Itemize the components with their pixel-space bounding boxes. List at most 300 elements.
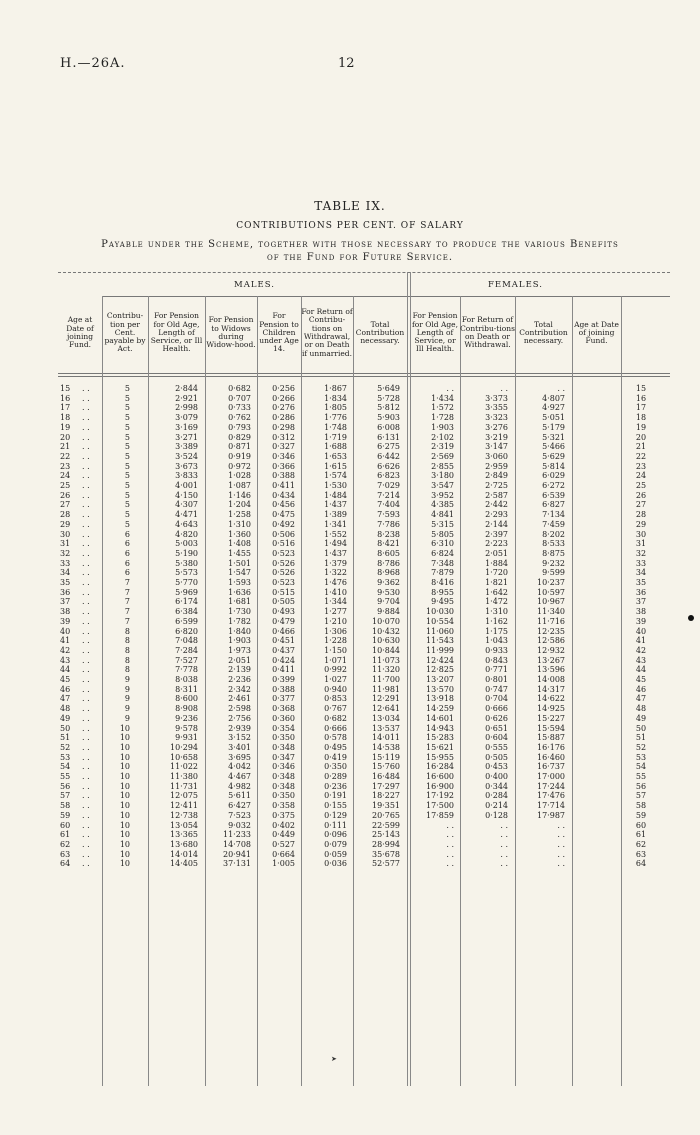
table-row — [0, 714, 700, 724]
cell-age: 55 — [60, 772, 71, 781]
cell-age: 36 — [60, 587, 71, 597]
leader-dots: . . — [82, 810, 90, 820]
cell-act: 8 — [124, 665, 130, 675]
leader-dots: . . — [82, 548, 90, 558]
cell-mp: 7·527 — [175, 655, 198, 665]
cell-mt: 11·981 — [372, 684, 400, 694]
table-row — [0, 559, 700, 569]
cell-mt: 8·605 — [377, 548, 400, 558]
cell-fr: 3·373 — [485, 393, 508, 403]
cell-ft: 12·932 — [537, 645, 565, 655]
table-row — [0, 772, 700, 782]
cell-fp: 12·424 — [426, 655, 454, 665]
leader-dots: . . — [82, 568, 90, 578]
cell-mp: 5·969 — [175, 587, 198, 597]
cell-mt: 10·630 — [372, 636, 400, 646]
leader-dots: . . — [82, 500, 90, 510]
cell-fr: 0·843 — [485, 655, 508, 665]
cell-fp: 10·030 — [426, 607, 454, 617]
cell-ft: 5·179 — [542, 422, 565, 432]
table-row — [0, 801, 700, 811]
cell-fp: 14·259 — [426, 704, 454, 714]
cell-mr: 0·036 — [324, 859, 347, 869]
cell-fp: 16·900 — [426, 781, 454, 791]
col-header-male-total: Total Contribution necessary. — [355, 319, 405, 346]
cell-age2: 35 — [635, 578, 647, 587]
cell-mr: 1·574 — [324, 471, 347, 481]
cell-mt: 10·432 — [372, 626, 400, 636]
cell-fr: 0·771 — [485, 665, 508, 675]
table-row — [0, 859, 700, 869]
cell-age2: 29 — [635, 519, 647, 529]
leader-dots: . . — [82, 519, 90, 529]
cell-fp: 15·621 — [426, 742, 454, 752]
cell-mc: 0·360 — [272, 713, 295, 723]
cell-fr: 1·642 — [485, 587, 508, 597]
cell-mw: 1·258 — [228, 510, 251, 520]
cell-mt: 12·641 — [372, 704, 400, 714]
cell-mr: 1·834 — [324, 393, 347, 403]
cell-mt: 7·593 — [377, 510, 400, 520]
cell-mw: 0·871 — [228, 442, 251, 452]
cell-mt: 10·070 — [372, 616, 400, 626]
cell-fp: 3·547 — [431, 481, 454, 490]
cell-age: 34 — [60, 568, 71, 578]
cell-fr: . . — [500, 839, 508, 849]
cell-mr: 1·306 — [324, 626, 347, 636]
cell-mr: 1·653 — [324, 451, 347, 461]
cell-mr: 0·129 — [324, 810, 347, 820]
cell-act: 6 — [124, 529, 130, 539]
cell-fr: 2·725 — [485, 481, 508, 490]
col-header-female-total: Total Contribution necessary. — [519, 319, 568, 346]
cell-mc: 0·388 — [272, 684, 295, 694]
cell-fr: 2·959 — [485, 461, 508, 471]
cell-mp: 8·908 — [175, 704, 198, 714]
cell-mw: 2·598 — [228, 704, 251, 714]
cell-mp: 4·820 — [175, 529, 198, 539]
cell-mt: 25·143 — [372, 830, 400, 840]
cell-fr: 2·587 — [485, 490, 508, 500]
table-row — [0, 724, 700, 734]
cell-mr: 1·344 — [324, 597, 347, 607]
cell-act: 10 — [119, 762, 130, 772]
cell-age2: 19 — [635, 422, 647, 432]
cell-mc: 0·523 — [272, 578, 295, 587]
cell-age2: 28 — [635, 510, 647, 520]
cell-mr: 1·688 — [324, 442, 347, 452]
cell-mw: 14·708 — [223, 839, 251, 849]
cell-act: 6 — [124, 539, 130, 549]
cell-ft: 14·317 — [537, 684, 565, 694]
cell-fr: . . — [500, 820, 508, 830]
cell-ft: 15·594 — [537, 723, 565, 733]
cell-fp: 2·319 — [431, 442, 454, 452]
cell-fr: 0·284 — [485, 791, 508, 801]
cell-fp: 11·060 — [426, 626, 454, 636]
cell-mc: 0·424 — [272, 655, 295, 665]
cell-age: 16 — [60, 393, 71, 403]
cell-age2: 54 — [635, 762, 647, 772]
table-row — [0, 462, 700, 472]
col-header-male-pension: For Pension for Old Age, Length of Service, or Ill Health. — [150, 311, 203, 354]
cell-mr: 1·776 — [324, 413, 347, 423]
table-row — [0, 413, 700, 423]
cell-mw: 2·051 — [228, 655, 251, 665]
cell-mr: 1·437 — [324, 500, 347, 510]
cell-age2: 23 — [635, 461, 647, 471]
cell-age2: 41 — [635, 636, 647, 646]
leader-dots: . . — [82, 694, 90, 704]
cell-age2: 45 — [635, 675, 647, 684]
cell-fp: . . — [446, 820, 454, 830]
cell-mr: 0·079 — [324, 839, 347, 849]
cell-mr: 0·666 — [324, 723, 347, 733]
cell-mw: 1·730 — [228, 607, 251, 617]
cell-mc: 0·312 — [272, 432, 295, 442]
cell-mp: 4·001 — [175, 481, 198, 490]
cell-act: 9 — [124, 694, 130, 704]
cell-fr: 0·400 — [485, 772, 508, 781]
cell-act: 6 — [124, 568, 130, 578]
table-row — [0, 530, 700, 540]
cell-fp: 1·434 — [431, 393, 454, 403]
cell-age2: 43 — [635, 655, 647, 665]
cell-age: 59 — [60, 810, 71, 820]
leader-dots: . . — [82, 607, 90, 617]
col-header-age: Age at Date of joining Fund. — [66, 315, 94, 350]
cell-mr: 1·552 — [324, 529, 347, 539]
cell-mp: 11·731 — [170, 781, 198, 791]
col-header-act: Contribu-tion per Cent. payable by Act. — [104, 311, 146, 354]
cell-fr: 0·604 — [485, 733, 508, 743]
cell-age: 48 — [60, 704, 71, 714]
cell-fp: 9·495 — [431, 597, 454, 607]
leader-dots: . . — [82, 752, 90, 762]
cell-mp: 5·190 — [175, 548, 198, 558]
cell-mc: 0·411 — [272, 481, 295, 490]
cell-act: 5 — [124, 393, 130, 403]
cell-mr: 1·437 — [324, 548, 347, 558]
cell-act: 5 — [124, 471, 130, 481]
cell-mr: 0·767 — [324, 704, 347, 714]
table-row — [0, 549, 700, 559]
cell-mp: 6·174 — [175, 597, 198, 607]
leader-dots: . . — [82, 539, 90, 549]
cell-fp: 2·855 — [431, 461, 454, 471]
table-row — [0, 491, 700, 501]
cell-mt: 13·537 — [372, 723, 400, 733]
cell-ft: 5·321 — [542, 432, 565, 442]
cell-mw: 0·682 — [228, 384, 251, 393]
cell-act: 10 — [119, 791, 130, 801]
cell-fr: 2·849 — [485, 471, 508, 481]
cell-mr: 1·748 — [324, 422, 347, 432]
table-row — [0, 452, 700, 462]
leader-dots: . . — [82, 471, 90, 481]
cell-mt: 20·765 — [372, 810, 400, 820]
cell-mp: 3·524 — [175, 451, 198, 461]
cell-ft: 16·460 — [537, 752, 565, 762]
cell-fp: . . — [446, 839, 454, 849]
cell-mc: 0·286 — [272, 413, 295, 423]
cell-mr: 1·277 — [324, 607, 347, 617]
cell-mp: 6·599 — [175, 616, 198, 626]
cell-act: 10 — [119, 742, 130, 752]
cell-mp: 2·844 — [175, 384, 198, 393]
cell-act: 7 — [124, 597, 130, 607]
table-row — [0, 656, 700, 666]
cell-mt: 16·484 — [372, 772, 400, 781]
page-number: 12 — [338, 56, 355, 71]
cell-age2: 60 — [635, 820, 647, 830]
cell-age: 41 — [60, 636, 71, 646]
cell-mw: 1·636 — [228, 587, 251, 597]
cell-mr: 1·615 — [324, 461, 347, 471]
table-row — [0, 394, 700, 404]
cell-mw: 1·501 — [228, 558, 251, 568]
table-row — [0, 733, 700, 743]
cell-mr: 1·867 — [324, 384, 347, 393]
ink-dot — [688, 615, 694, 621]
cell-age: 56 — [60, 781, 71, 791]
cell-mc: 0·402 — [272, 820, 295, 830]
leader-dots: . . — [82, 510, 90, 520]
leader-dots: . . — [82, 675, 90, 684]
leader-dots: . . — [82, 403, 90, 413]
cell-fp: 12·825 — [426, 665, 454, 675]
cell-age: 15 — [60, 384, 71, 393]
cell-ft: 11·716 — [537, 616, 565, 626]
cell-mr: 1·150 — [324, 645, 347, 655]
table-row — [0, 704, 700, 714]
cell-mc: 0·479 — [272, 616, 295, 626]
col-header-age-right: Age at Date of joining Fund. — [574, 319, 619, 346]
leader-dots: . . — [82, 684, 90, 694]
cell-mp: 5·770 — [175, 578, 198, 587]
cell-act: 10 — [119, 772, 130, 781]
cell-age: 60 — [60, 820, 71, 830]
cell-ft: 14·622 — [537, 694, 565, 704]
cell-fr: 1·175 — [485, 626, 508, 636]
cell-mc: 0·466 — [272, 626, 295, 636]
cell-mt: 6·626 — [377, 461, 400, 471]
cell-mr: 1·805 — [324, 403, 347, 413]
table-row — [0, 850, 700, 860]
cell-mp: 4·471 — [175, 510, 198, 520]
cell-age2: 16 — [635, 393, 647, 403]
cell-age2: 21 — [635, 442, 647, 452]
cell-mw: 1·593 — [228, 578, 251, 587]
cell-age2: 53 — [635, 752, 647, 762]
cell-ft: 4·807 — [542, 393, 565, 403]
cell-mp: 4·307 — [175, 500, 198, 510]
cell-mw: 0·707 — [228, 393, 251, 403]
cell-mt: 11·320 — [372, 665, 400, 675]
cell-age: 33 — [60, 558, 71, 568]
cell-ft: 15·227 — [537, 713, 565, 723]
cell-fr: 0·933 — [485, 645, 508, 655]
cell-ft: 11·340 — [537, 607, 565, 617]
cell-mr: 1·530 — [324, 481, 347, 490]
cell-mr: 1·410 — [324, 587, 347, 597]
cell-mr: 0·096 — [324, 830, 347, 840]
cell-mt: 11·700 — [372, 675, 400, 684]
margin-mark: ➤ — [331, 1055, 337, 1063]
cell-ft: 5·814 — [542, 461, 565, 471]
table-row — [0, 811, 700, 821]
leader-dots: . . — [82, 781, 90, 791]
cell-mr: 0·350 — [324, 762, 347, 772]
cell-mc: 0·350 — [272, 791, 295, 801]
leader-dots: . . — [82, 558, 90, 568]
cell-fr: 1·310 — [485, 607, 508, 617]
cell-act: 10 — [119, 733, 130, 743]
cell-mr: 0·682 — [324, 713, 347, 723]
cell-fr: 2·293 — [485, 510, 508, 520]
cell-ft: 7·134 — [542, 510, 565, 520]
cell-ft: 6·272 — [542, 481, 565, 490]
leader-dots: . . — [82, 384, 90, 393]
cell-mc: 0·449 — [272, 830, 295, 840]
table-row — [0, 588, 700, 598]
cell-act: 9 — [124, 704, 130, 714]
cell-mr: 1·027 — [324, 675, 347, 684]
cell-fr: 3·147 — [485, 442, 508, 452]
cell-age2: 20 — [635, 432, 647, 442]
table-row — [0, 597, 700, 607]
cell-fr: 0·453 — [485, 762, 508, 772]
table-row — [0, 821, 700, 831]
cell-mw: 1·360 — [228, 529, 251, 539]
cell-age: 30 — [60, 529, 71, 539]
cell-age2: 50 — [635, 723, 647, 733]
cell-age: 31 — [60, 539, 71, 549]
table-row — [0, 442, 700, 452]
cell-mt: 12·291 — [372, 694, 400, 704]
cell-fr: 1·884 — [485, 558, 508, 568]
cell-fp: 6·824 — [431, 548, 454, 558]
cell-mw: 20·941 — [223, 849, 251, 859]
cell-mw: 1·028 — [228, 471, 251, 481]
cell-age: 23 — [60, 461, 71, 471]
cell-mc: 0·411 — [272, 665, 295, 675]
cell-fr: 3·323 — [485, 413, 508, 423]
cell-fp: 4·385 — [431, 500, 454, 510]
leader-dots: . . — [82, 393, 90, 403]
cell-mp: 4·643 — [175, 519, 198, 529]
table-row — [0, 607, 700, 617]
cell-act: 5 — [124, 519, 130, 529]
cell-fp: 17·500 — [426, 801, 454, 811]
cell-age: 37 — [60, 597, 71, 607]
cell-mt: 5·903 — [377, 413, 400, 423]
table-row — [0, 782, 700, 792]
table-row — [0, 685, 700, 695]
cell-mp: 3·079 — [175, 413, 198, 423]
cell-mp: 12·738 — [170, 810, 198, 820]
cell-age2: 17 — [635, 403, 647, 413]
cell-fr: 3·060 — [485, 451, 508, 461]
cell-age: 62 — [60, 839, 71, 849]
table-row — [0, 471, 700, 481]
cell-fr: 3·219 — [485, 432, 508, 442]
cell-fp: 13·207 — [426, 675, 454, 684]
cell-mt: 8·786 — [377, 558, 400, 568]
cell-age: 17 — [60, 403, 71, 413]
cell-age2: 32 — [635, 548, 647, 558]
cell-mr: 0·940 — [324, 684, 347, 694]
cell-ft: 13·596 — [537, 665, 565, 675]
cell-mc: 0·298 — [272, 422, 295, 432]
cell-fr: . . — [500, 384, 508, 393]
cell-ft: 17·244 — [537, 781, 565, 791]
cell-mr: 0·578 — [324, 733, 347, 743]
cell-age: 49 — [60, 713, 71, 723]
cell-ft: 6·029 — [542, 471, 565, 481]
cell-ft: 13·267 — [537, 655, 565, 665]
cell-fr: 2·442 — [485, 500, 508, 510]
cell-fp: 1·728 — [431, 413, 454, 423]
cell-ft: 10·967 — [537, 597, 565, 607]
cell-mw: 4·042 — [228, 762, 251, 772]
cell-mc: 0·377 — [272, 694, 295, 704]
table-row — [0, 840, 700, 850]
cell-age2: 59 — [635, 810, 647, 820]
cell-mr: 1·494 — [324, 539, 347, 549]
leader-dots: . . — [82, 645, 90, 655]
cell-mp: 13·365 — [170, 830, 198, 840]
leader-dots: . . — [82, 665, 90, 675]
cell-age: 39 — [60, 616, 71, 626]
cell-mp: 8·600 — [175, 694, 198, 704]
cell-age2: 24 — [635, 471, 647, 481]
cell-ft: . . — [557, 384, 565, 393]
cell-mw: 0·919 — [228, 451, 251, 461]
cell-act: 7 — [124, 616, 130, 626]
cell-mr: 0·289 — [324, 772, 347, 781]
cell-fr: 2·397 — [485, 529, 508, 539]
cell-mw: 1·681 — [228, 597, 251, 607]
header-bottom-rule-2 — [58, 376, 670, 377]
cell-ft: . . — [557, 839, 565, 849]
cell-age2: 64 — [635, 859, 647, 869]
cell-act: 10 — [119, 723, 130, 733]
leader-dots: . . — [82, 529, 90, 539]
cell-mr: 0·495 — [324, 742, 347, 752]
page-header — [60, 56, 660, 76]
cell-fr: 0·626 — [485, 713, 508, 723]
cell-age: 40 — [60, 626, 71, 636]
cell-mw: 3·401 — [228, 742, 251, 752]
cell-mc: 0·515 — [272, 587, 295, 597]
cell-age: 42 — [60, 645, 71, 655]
cell-age2: 39 — [635, 616, 647, 626]
cell-age: 21 — [60, 442, 71, 452]
cell-mr: 1·341 — [324, 519, 347, 529]
cell-mt: 5·728 — [377, 393, 400, 403]
cell-fr: 0·344 — [485, 781, 508, 791]
leader-dots: . . — [82, 461, 90, 471]
cell-mc: 0·276 — [272, 403, 295, 413]
leader-dots: . . — [82, 820, 90, 830]
cell-mw: 5·611 — [228, 791, 251, 801]
leader-dots: . . — [82, 723, 90, 733]
cell-mp: 2·998 — [175, 403, 198, 413]
leader-dots: . . — [82, 762, 90, 772]
cell-mc: 0·492 — [272, 519, 295, 529]
leader-dots: . . — [82, 655, 90, 665]
